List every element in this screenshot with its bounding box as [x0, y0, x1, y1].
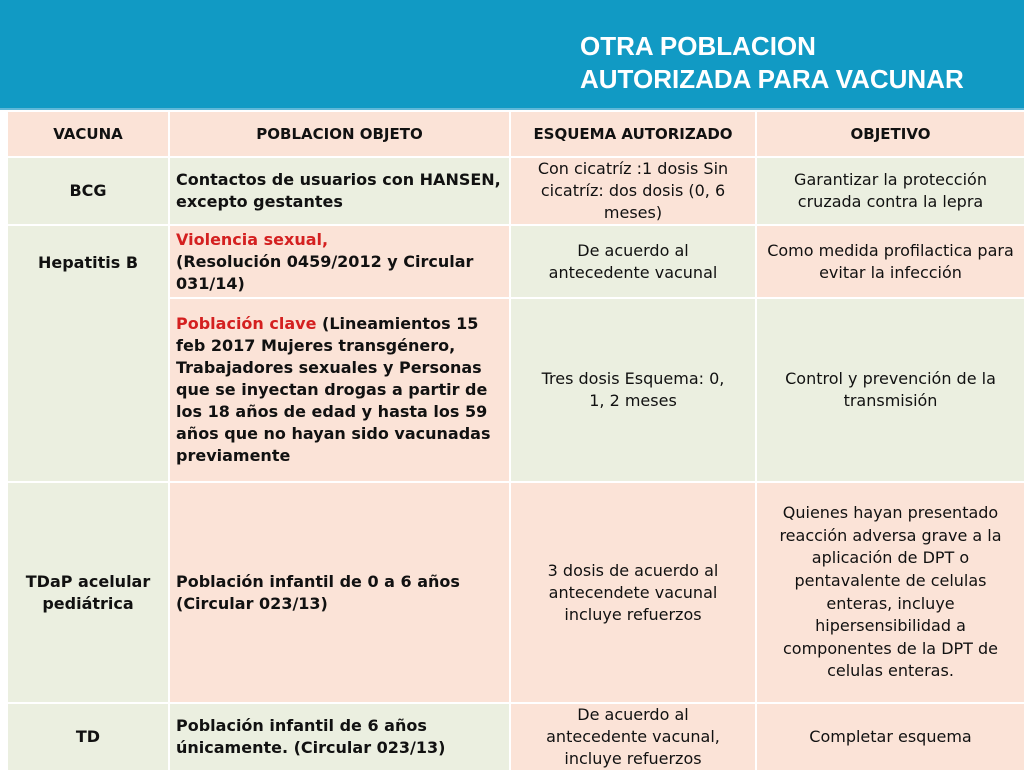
header-vacuna: VACUNA: [7, 111, 169, 157]
poblacion-cell: [169, 703, 510, 771]
poblacion-cell: [169, 482, 510, 703]
poblacion-highlight: Población clave: [176, 314, 317, 333]
poblacion-text: (Resolución 0459/2012 y Circular 031/14): [176, 251, 474, 293]
esquema-cell: De acuerdo al antecedente vacunal, incluye refuerzos: [510, 703, 756, 771]
slide-title-line-1: OTRA POBLACION: [580, 31, 816, 61]
header-esquema-autorizado: ESQUEMA AUTORIZADO: [510, 111, 756, 157]
esquema-cell: Con cicatríz :1 dosis Sin cicatríz: dos dosis (0, 6 meses): [510, 157, 756, 225]
objetivo-cell: Quienes hayan presentado reacción adversa grave a la aplicación de DPT o pentavalente de celulas enteras, incluye hipersensibilidad a componentes de la DPT de celulas enteras.: [756, 482, 1024, 703]
poblacion-text: (Lineamientos 15 feb 2017 Mujeres transgénero, Trabajadores sexuales y Personas que se inyectan drogas a partir de los 18 años de edad y hasta los 59 años que no hayan sido vacunadas previamente: [176, 314, 491, 465]
poblacion-text: Población infantil de 6 años únicamente. (Circular 023/13): [176, 716, 446, 757]
slide-title-line-2: AUTORIZADA PARA VACUNAR: [580, 64, 964, 94]
objetivo-cell: Garantizar la protección cruzada contra la lepra: [756, 157, 1024, 225]
vacuna-cell: TDaP acelular pediátrica: [7, 482, 169, 703]
objetivo-cell: Control y prevención de la transmisión: [756, 298, 1024, 482]
esquema-cell: Tres dosis Esquema: 0, 1, 2 meses: [510, 298, 756, 482]
header-objetivo: OBJETIVO: [756, 111, 1024, 157]
table-row-bcg: [7, 157, 1024, 225]
header-row: [7, 111, 1024, 157]
table-row-hepatitis-b: [7, 225, 1024, 298]
poblacion-highlight: Violencia sexual,: [176, 229, 329, 249]
poblacion-text: Población infantil de 0 a 6 años (Circular 023/13): [176, 571, 460, 613]
esquema-cell: 3 dosis de acuerdo al antecendete vacunal incluye refuerzos: [510, 482, 756, 703]
poblacion-text: Contactos de usuarios con HANSEN, excepto gestantes: [176, 170, 501, 211]
vacuna-cell: [7, 225, 169, 482]
table-row-td: [7, 703, 1024, 771]
poblacion-cell: [169, 225, 510, 298]
vacuna-cell: TD: [7, 703, 169, 771]
slide-title: [580, 30, 964, 96]
header-poblacion-objeto: POBLACION OBJETO: [169, 111, 510, 157]
objetivo-cell: Como medida profilactica para evitar la infección: [756, 225, 1024, 298]
table-row-tdap: [7, 482, 1024, 703]
vacuna-label: Hepatitis B: [37, 253, 139, 272]
poblacion-cell: [169, 157, 510, 225]
objetivo-cell: Completar esquema: [756, 703, 1024, 771]
poblacion-cell: [169, 298, 510, 482]
esquema-cell: De acuerdo al antecedente vacunal: [510, 225, 756, 298]
vaccination-table: [6, 110, 1024, 772]
vacuna-cell: BCG: [7, 157, 169, 225]
